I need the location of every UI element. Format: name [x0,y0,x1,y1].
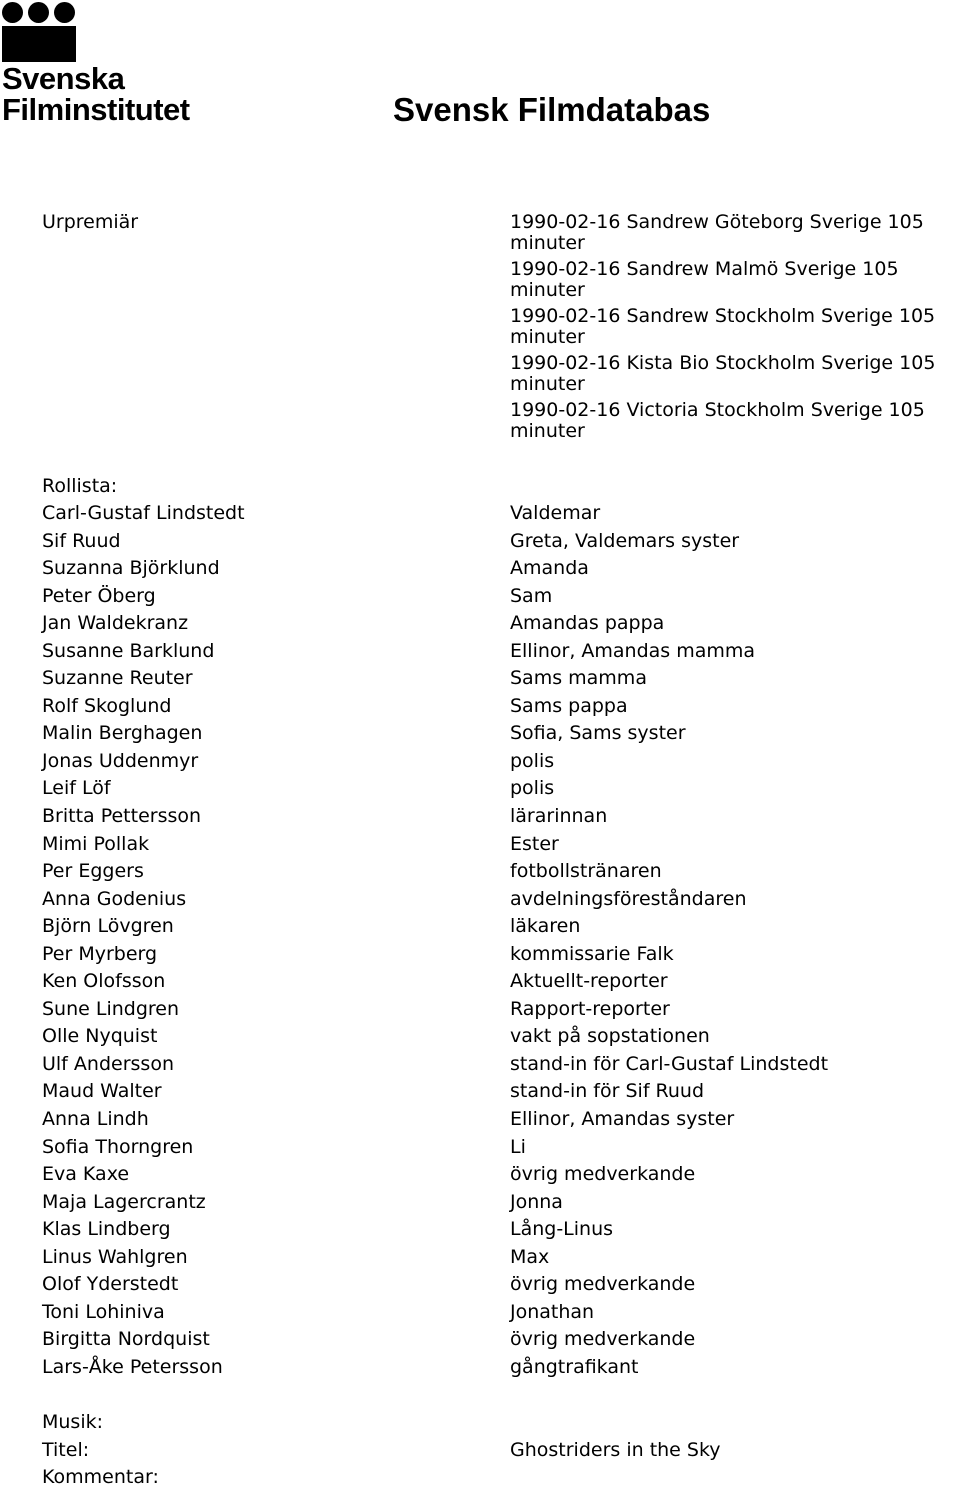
premiere-entry: 1990-02-16 Sandrew Göteborg Sverige 105 minuter [510,211,924,254]
actor-name: Maja Lagercrantz [42,1190,206,1213]
role-name: övrig medverkande [510,1163,696,1186]
role-name: Max [510,1245,550,1268]
role-name: kommissarie Falk [510,942,674,965]
actor-name: Eva Kaxe [42,1163,130,1186]
role-name: polis [510,749,555,772]
logo-line-1: Svenska [2,61,125,96]
role-name: gångtrafikant [510,1355,639,1378]
cast-row [0,1357,960,1385]
cast-row [0,1026,960,1054]
cast-row [0,723,960,751]
cast-row [0,1192,960,1220]
cast-row [0,806,960,834]
role-name: Jonathan [510,1300,595,1323]
cast-list [0,503,960,1385]
role-name: Ellinor, Amandas mamma [510,639,756,662]
role-name: Ellinor, Amandas syster [510,1108,735,1131]
actor-name: Birgitta Nordquist [42,1328,210,1351]
cast-row [0,531,960,559]
cast-row [0,861,960,889]
role-name: Amanda [510,557,589,580]
actor-name: Britta Pettersson [42,805,202,828]
role-name: Ester [510,832,559,855]
music-heading: Musik: [42,1411,104,1433]
role-name: Li [510,1135,526,1158]
premiere-label: Urpremiär [42,211,139,233]
actor-name: Suzanna Björklund [42,557,220,580]
cast-row [0,916,960,944]
actor-name: Jan Waldekranz [42,612,189,635]
actor-name: Sif Ruud [42,529,121,552]
role-name: Lång-Linus [510,1218,614,1241]
cast-row [0,778,960,806]
cast-row [0,1054,960,1082]
cast-row [0,1109,960,1137]
actor-name: Peter Öberg [42,584,156,607]
role-name: övrig medverkande [510,1328,696,1351]
premiere-entry: 1990-02-16 Victoria Stockholm Sverige 105 minuter [510,399,925,442]
cast-row [0,668,960,696]
actor-name: Björn Lövgren [42,915,174,938]
cast-row [0,641,960,669]
role-name: övrig medverkande [510,1273,696,1296]
role-name: Sams mamma [510,667,647,690]
actor-name: Toni Lohiniva [42,1300,165,1323]
cast-row [0,1247,960,1275]
role-name: Greta, Valdemars syster [510,529,740,552]
actor-name: Lars-Åke Petersson [42,1355,223,1378]
actor-name: Ken Olofsson [42,970,166,993]
svenska-filminstitutet-logo [2,2,202,126]
actor-name: Maud Walter [42,1080,162,1103]
role-name: Rapport-reporter [510,997,670,1020]
cast-row [0,1219,960,1247]
role-name: Jonna [510,1190,563,1213]
music-title-value: Ghostriders in the Sky [510,1439,721,1461]
cast-row [0,1164,960,1192]
role-name: stand-in för Carl-Gustaf Lindstedt [510,1052,829,1075]
page-title: Svensk Filmdatabas [393,91,711,128]
premiere-entry: 1990-02-16 Sandrew Malmö Sverige 105 minuter [510,258,899,301]
role-name: Sofia, Sams syster [510,722,686,745]
role-name: läkaren [510,915,581,938]
cast-heading: Rollista: [42,475,118,497]
actor-name: Linus Wahlgren [42,1245,188,1268]
premiere-entry: 1990-02-16 Kista Bio Stockholm Sverige 105 minuter [510,352,936,395]
cast-row [0,834,960,862]
logo-dots [2,2,82,26]
role-name: fotbollstränaren [510,860,662,883]
cast-row [0,586,960,614]
cast-row [0,503,960,531]
actor-name: Rolf Skoglund [42,694,172,717]
cast-row [0,1329,960,1357]
role-name: avdelningsföreståndaren [510,887,747,910]
actor-name: Susanne Barklund [42,639,215,662]
actor-name: Suzanne Reuter [42,667,193,690]
actor-name: Olof Yderstedt [42,1273,179,1296]
actor-name: Olle Nyquist [42,1025,158,1048]
role-name: polis [510,777,555,800]
premiere-list [510,212,960,447]
actor-name: Anna Lindh [42,1108,149,1131]
cast-row [0,944,960,972]
premiere-entry: 1990-02-16 Sandrew Stockholm Sverige 105 minuter [510,305,936,348]
cast-row [0,889,960,917]
cast-row [0,999,960,1027]
actor-name: Malin Berghagen [42,722,203,745]
logo-square [2,26,76,62]
actor-name: Anna Godenius [42,887,187,910]
actor-name: Sofia Thorngren [42,1135,194,1158]
music-title-label: Titel: [42,1439,90,1461]
cast-row [0,751,960,779]
actor-name: Leif Löf [42,777,111,800]
cast-row [0,1302,960,1330]
actor-name: Sune Lindgren [42,997,180,1020]
role-name: Sams pappa [510,694,628,717]
role-name: lärarinnan [510,805,608,828]
role-name: Aktuellt-reporter [510,970,668,993]
role-name: stand-in för Sif Ruud [510,1080,705,1103]
logo-line-2: Filminstitutet [2,92,190,127]
actor-name: Per Eggers [42,860,144,883]
cast-row [0,1274,960,1302]
cast-row [0,613,960,641]
actor-name: Jonas Uddenmyr [42,749,199,772]
role-name: Amandas pappa [510,612,665,635]
actor-name: Mimi Pollak [42,832,150,855]
cast-row [0,971,960,999]
actor-name: Klas Lindberg [42,1218,171,1241]
actor-name: Per Myrberg [42,942,158,965]
cast-row [0,1137,960,1165]
music-comment-label: Kommentar: [42,1466,159,1488]
cast-row [0,1081,960,1109]
actor-name: Ulf Andersson [42,1052,174,1075]
actor-name: Carl-Gustaf Lindstedt [42,502,245,524]
role-name: Sam [510,584,553,607]
cast-row [0,558,960,586]
role-name: Valdemar [510,502,601,524]
role-name: vakt på sopstationen [510,1025,710,1048]
cast-row [0,696,960,724]
